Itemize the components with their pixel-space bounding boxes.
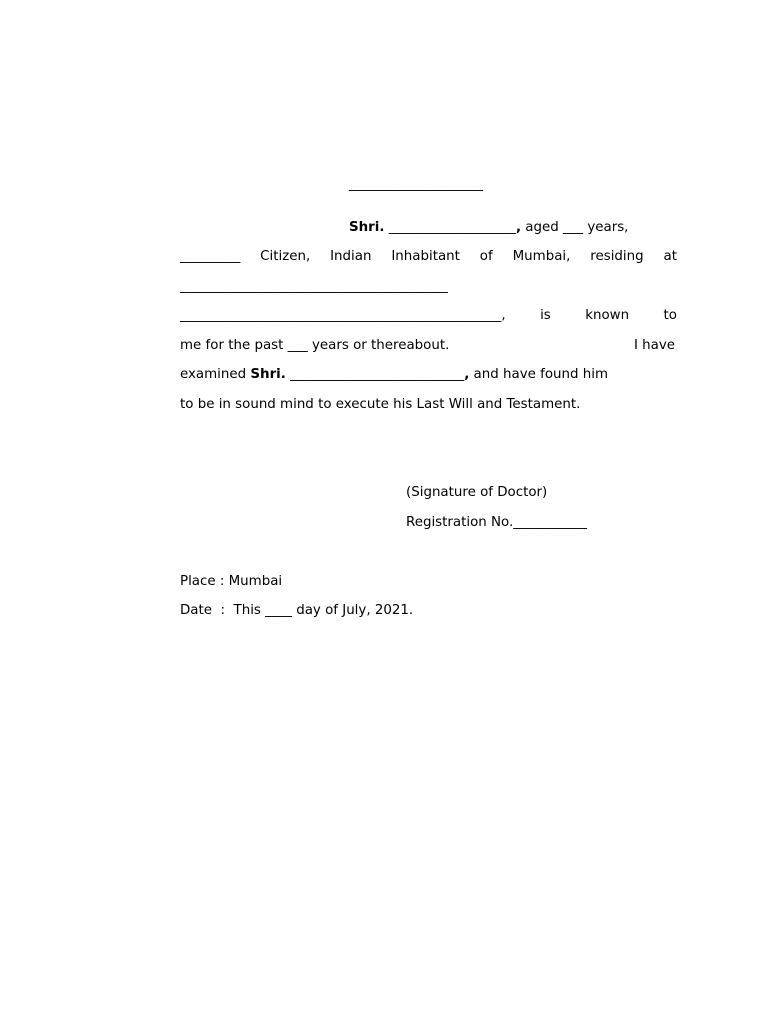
shri-label: Shri. xyxy=(349,220,385,235)
name-blank: ___________________ xyxy=(384,220,516,235)
i-have-text: I have xyxy=(633,338,675,353)
signature-label: (Signature of Doctor) xyxy=(406,485,548,500)
word: Mumbai, xyxy=(512,249,571,264)
paragraph-line-1 xyxy=(349,219,628,237)
paragraph-line-6 xyxy=(180,366,608,384)
title-blank: ____________________ xyxy=(349,177,483,192)
years-text: me for the past ___ years or thereabout. xyxy=(180,338,450,353)
word: _________ xyxy=(180,249,241,264)
shri-label: Shri. xyxy=(250,367,286,382)
found-text: and have found him xyxy=(469,367,609,382)
word: Indian xyxy=(330,249,372,264)
age-text: aged ___ years, xyxy=(521,220,629,235)
word: at xyxy=(663,249,677,264)
word: known xyxy=(585,308,630,323)
word: Inhabitant xyxy=(391,249,460,264)
address-blank-2: ________________________________________________, xyxy=(180,308,506,323)
word: to xyxy=(663,308,677,323)
paragraph-line-7: to be in sound mind to execute his Last Will and Testament. xyxy=(180,397,581,412)
paragraph-line-2 xyxy=(180,248,677,266)
date-label: Date : This ____ day of July, 2021. xyxy=(180,603,414,618)
word: Citizen, xyxy=(260,249,311,264)
comma: , xyxy=(515,220,522,235)
word: of xyxy=(479,249,493,264)
place-label: Place : Mumbai xyxy=(180,574,283,589)
address-blank-1: ________________________________________ xyxy=(180,279,448,294)
paragraph-line-5 xyxy=(180,337,675,355)
paragraph-line-4 xyxy=(180,307,677,325)
word: residing xyxy=(590,249,644,264)
comma: , xyxy=(464,367,470,382)
word: is xyxy=(540,308,551,323)
registration-label: Registration No.___________ xyxy=(406,515,587,530)
name-blank: __________________________ xyxy=(285,367,465,382)
examined-text: examined xyxy=(180,367,251,382)
